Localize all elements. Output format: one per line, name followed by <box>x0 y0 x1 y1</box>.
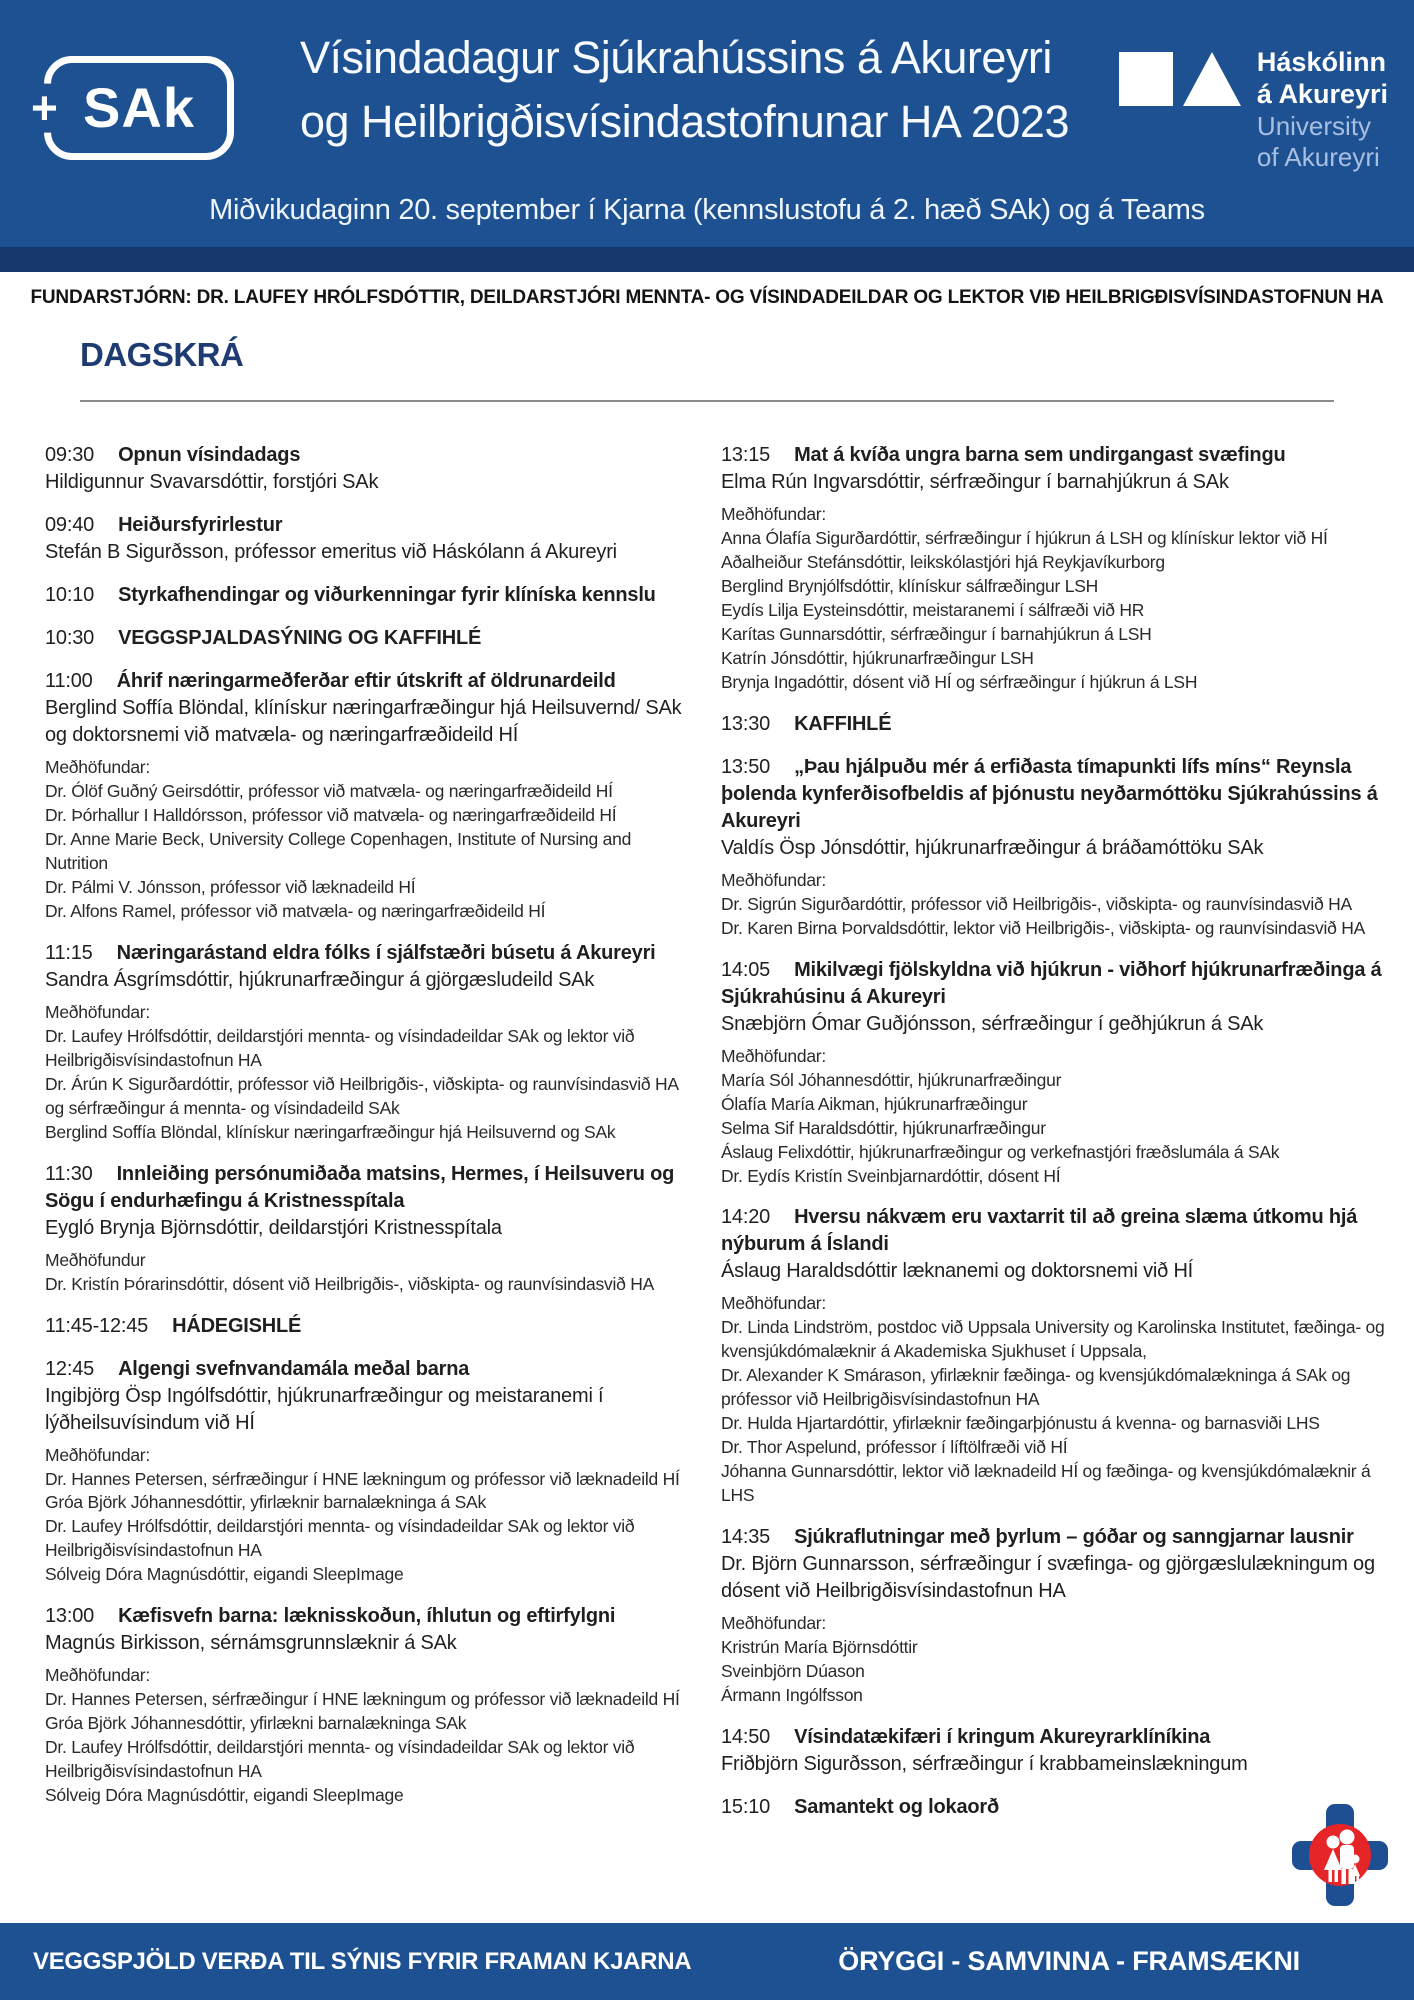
coauthor-line: Dr. Thor Aspelund, prófessor í líftölfræði við HÍ <box>721 1437 1068 1458</box>
section-title: DAGSKRÁ <box>80 336 244 373</box>
university-name-is-2: á Akureyri <box>1256 79 1388 110</box>
session <box>721 1794 1390 1821</box>
session-head <box>45 442 691 469</box>
session-head <box>45 582 691 609</box>
session-presenter: Magnús Birkisson, sérnámsgrunnslæknir á SAk <box>45 1632 457 1655</box>
footer-motto: ÖRYGGI - SAMVINNA - FRAMSÆKNI <box>838 1946 1300 1976</box>
coauthor-line: Dr. Sigrún Sigurðardóttir, prófessor við Heilbrigðis-, viðskipta- og raunvísindasvið HA <box>721 893 1352 914</box>
session-time: 11:30 <box>45 1162 93 1185</box>
session-time: 14:20 <box>721 1206 771 1229</box>
coauthor-line: Dr. Þórhallur I Halldórsson, prófessor við matvæla- og næringarfræðideild HÍ <box>45 804 617 825</box>
coauthors-label: Meðhöfundar: <box>721 869 826 890</box>
session <box>721 1724 1390 1778</box>
session-head <box>45 1603 691 1630</box>
coauthor-line: Dr. Anne Marie Beck, University College Copenhagen, Institute of Nursing and Nutrition <box>45 828 632 873</box>
session-time: 11:00 <box>45 670 93 692</box>
session-presenter: Snæbjörn Ómar Guðjónsson, sérfræðingur í geðhjúkrun á SAk <box>721 1012 1264 1035</box>
coauthor-line: Dr. Laufey Hrólfsdóttir, deildarstjóri mennta- og vísindadeildar SAk og lektor við Heilbrigðisvísindastofnun HA <box>45 1516 635 1561</box>
session-title: Innleiðing persónumiðaða matsins, Hermes, í Heilsuveru og Sögu í endurhæfingu á Kristnesspítala <box>45 1162 675 1212</box>
session <box>45 668 691 924</box>
coauthors-label: Meðhöfundar: <box>45 1665 150 1686</box>
coauthor-line: Jóhanna Gunnarsdóttir, lektor við læknadeild HÍ og fæðinga- og kvensjúkdómalæknir á LHS <box>721 1461 1371 1506</box>
session-title: VEGGSPJALDASÝNING OG KAFFIHLÉ <box>118 627 482 649</box>
session <box>45 442 691 496</box>
session-title: Næringarástand eldra fólks í sjálfstæðri búsetu á Akureyri <box>116 941 656 964</box>
session-title: Vísindatækifæri í kringum Akureyrarklíníkina <box>794 1726 1211 1749</box>
coauthor-line: María Sól Jóhannesdóttir, hjúkrunarfræðingur <box>721 1069 1062 1090</box>
university-name-is-1: Háskólinn <box>1256 47 1386 77</box>
coauthor-line: Dr. Alfons Ramel, prófessor við matvæla- og næringarfræðideild HÍ <box>45 900 546 921</box>
session <box>721 711 1390 738</box>
session-head <box>45 1313 691 1340</box>
coauthor-line: Selma Sif Haraldsdóttir, hjúkrunarfræðingur <box>721 1117 1046 1138</box>
coauthors-label: Meðhöfundur <box>45 1249 146 1270</box>
session-head <box>721 1524 1390 1551</box>
footer <box>0 1923 1414 2000</box>
event-date-location: Miðvikudaginn 20. september í Kjarna (kennslustofu á 2. hæð SAk) og á Teams <box>209 194 1205 226</box>
session-presenter: Elma Rún Ingvarsdóttir, sérfræðingur í barnahjúkrun á SAk <box>721 471 1229 493</box>
session-head <box>45 625 691 652</box>
session <box>721 1524 1390 1708</box>
session-title: Mikilvægi fjölskyldna við hjúkrun - viðhorf hjúkrunarfræðinga á Sjúkrahúsinu á Akureyri <box>721 958 1382 1008</box>
coauthor-line: Dr. Eydís Kristín Sveinbjarnardóttir, dósent HÍ <box>721 1165 1061 1186</box>
page-title-line2: og Heilbrigðisvísindastofnunar HA 2023 <box>300 96 1069 148</box>
session-time: 12:45 <box>45 1357 95 1380</box>
coauthors-label: Meðhöfundar: <box>45 1444 150 1465</box>
coauthor-line: Brynja Ingadóttir, dósent við HÍ og sérfræðingur í hjúkrun á LSH <box>721 671 1198 692</box>
coauthors-label: Meðhöfundar: <box>45 757 150 777</box>
coauthor-line: Áslaug Felixdóttir, hjúkrunarfræðingur og verkefnastjóri fræðslumála á SAk <box>721 1141 1280 1162</box>
session-head <box>45 668 691 695</box>
session <box>45 1313 691 1340</box>
coauthor-line: Dr. Hannes Petersen, sérfræðingur í HNE lækningum og prófessor við læknadeild HÍ <box>45 1468 680 1489</box>
session-head <box>45 1161 691 1215</box>
university-logo-text <box>1257 46 1388 173</box>
coauthors-label: Meðhöfundar: <box>45 1001 150 1022</box>
header-navy-strip <box>0 247 1414 272</box>
session-presenter: Hildigunnur Svavarsdóttir, forstjóri SAk <box>45 471 379 493</box>
session-title: Sjúkraflutningar með þyrlum – góðar og sanngjarnar lausnir <box>794 1526 1354 1549</box>
coauthors-label: Meðhöfundar: <box>721 1293 826 1314</box>
session-time: 11:45-12:45 <box>45 1314 149 1337</box>
session <box>721 957 1390 1189</box>
coauthor-line: Dr. Linda Lindström, postdoc við Uppsala University og Karolinska Institutet, fæðinga- og kvensjúkdómalæknir á Akademiska Sjukhuset í Uppsala, <box>721 1317 1385 1362</box>
session-presenter: Sandra Ásgrímsdóttir, hjúkrunarfræðingur á gjörgæsludeild SAk <box>45 968 595 991</box>
coauthor-line: Dr. Ólöf Guðný Geirsdóttir, prófessor við matvæla- og næringarfræðideild HÍ <box>45 780 613 801</box>
sak-logo-plus-icon: + <box>31 81 58 134</box>
session-time: 14:35 <box>721 1526 771 1549</box>
session-head <box>721 1724 1390 1751</box>
session-head <box>45 940 691 967</box>
session-presenter: Berglind Soffía Blöndal, klínískur næringarfræðingur hjá Heilsuvernd/ SAk og doktorsnemi við matvæla- og næringarfræðideild HÍ <box>45 697 682 746</box>
session-time: 11:15 <box>45 941 93 964</box>
coauthor-line: Eydís Lilja Eysteinsdóttir, meistaranemi í sálfræði við HR <box>721 599 1145 620</box>
coauthor-line: Anna Ólafía Sigurðardóttir, sérfræðingur í hjúkrun á LSH og klínískur lektor við HÍ <box>721 527 1328 548</box>
session-title: Kæfisvefn barna: læknisskoðun, íhlutun og eftirfylgni <box>118 1605 616 1628</box>
session-time: 10:10 <box>45 584 95 606</box>
university-name-en-2: of Akureyri <box>1256 141 1380 172</box>
university-logo-icon <box>1119 52 1241 106</box>
session-head <box>45 512 691 539</box>
schedule <box>0 402 1414 1837</box>
session-title: Mat á kvíða ungra barna sem undirgangast svæfingu <box>794 444 1286 466</box>
column-left <box>45 442 691 1837</box>
column-right <box>721 442 1390 1837</box>
coauthor-line: Dr. Árún K Sigurðardóttir, prófessor við Heilbrigðis-, viðskipta- og raunvísindasvið HA og sérfræðingur á mennta- og vísindadeild SAk <box>45 1073 678 1118</box>
session-time: 14:05 <box>721 958 771 981</box>
session-presenter: Ingibjörg Ösp Ingólfsdóttir, hjúkrunarfræðingur og meistaranemi í lýðheilsuvísindum við HÍ <box>45 1384 604 1434</box>
coauthor-line: Dr. Laufey Hrólfsdóttir, deildarstjóri mennta- og vísindadeildar SAk og lektor við Heilbrigðisvísindastofnun HA <box>45 1737 635 1782</box>
session <box>45 1161 691 1297</box>
session-title: „Þau hjálpuðu mér á erfiðasta tímapunkti lífs míns“ Reynsla þolenda kynferðisofbeldis af þjónustu neyðarmóttöku Sjúkrahússins á Akureyri <box>721 755 1378 832</box>
session-presenter: Valdís Ösp Jónsdóttir, hjúkrunarfræðingur á bráðamóttöku SAk <box>721 836 1264 859</box>
session-head <box>721 1794 1390 1821</box>
sak-logo <box>31 56 234 160</box>
session <box>721 1204 1390 1508</box>
logo-square-icon <box>1119 52 1173 106</box>
session-time: 13:00 <box>45 1605 95 1628</box>
coauthor-line: Sólveig Dóra Magnúsdóttir, eigandi SleepImage <box>45 1785 404 1806</box>
coauthor-line: Karítas Gunnarsdóttir, sérfræðingur í barnahjúkrun á LSH <box>721 623 1152 644</box>
session <box>45 512 691 566</box>
session-presenter: Eygló Brynja Björnsdóttir, deildarstjóri Kristnesspítala <box>45 1216 502 1239</box>
session-head <box>721 957 1390 1011</box>
coauthor-line: Gróa Björk Jóhannesdóttir, yfirlækni barnalækninga SAk <box>45 1713 467 1734</box>
session-time: 10:30 <box>45 627 95 649</box>
session-head <box>721 1204 1390 1258</box>
coauthor-line: Dr. Kristín Þórarinsdóttir, dósent við Heilbrigðis-, viðskipta- og raunvísindasvið HA <box>45 1273 655 1294</box>
session-presenter: Áslaug Haraldsdóttir læknanemi og doktorsnemi við HÍ <box>721 1260 1194 1283</box>
session-time: 09:40 <box>45 514 95 536</box>
university-logo <box>1119 46 1388 173</box>
coauthor-line: Sólveig Dóra Magnúsdóttir, eigandi SleepImage <box>45 1564 404 1585</box>
session-title: Opnun vísindadags <box>118 444 301 466</box>
coauthor-line: Dr. Hulda Hjartardóttir, yfirlæknir fæðingarþjónustu á kvenna- og barnasviði LHS <box>721 1413 1320 1434</box>
session-title: HÁDEGISHLÉ <box>172 1314 302 1337</box>
coauthor-line: Dr. Karen Birna Þorvaldsdóttir, lektor við Heilbrigðis-, viðskipta- og raunvísindasvið HA <box>721 917 1366 938</box>
session-title: Samantekt og lokaorð <box>794 1796 999 1819</box>
session-time: 13:30 <box>721 712 771 735</box>
coauthor-line: Gróa Björk Jóhannesdóttir, yfirlæknir barnalækninga á SAk <box>45 1492 486 1513</box>
sak-logo-text: SAk <box>83 76 195 139</box>
session-presenter: Friðbjörn Sigurðsson, sérfræðingur í krabbameinslækningum <box>721 1753 1248 1776</box>
header <box>0 0 1414 272</box>
session-time: 14:50 <box>721 1726 771 1749</box>
coauthor-line: Kristrún María Björnsdóttir <box>721 1637 918 1658</box>
coauthors-label: Meðhöfundar: <box>721 504 826 524</box>
session <box>45 940 691 1145</box>
page-title-line1: Vísindadagur Sjúkrahússins á Akureyri <box>300 32 1052 83</box>
footer-posters-note: VEGGSPJÖLD VERÐA TIL SÝNIS FYRIR FRAMAN KJARNA <box>32 1947 692 1975</box>
family-health-icon <box>1292 1803 1388 1907</box>
coauthor-line: Dr. Pálmi V. Jónsson, prófessor við læknadeild HÍ <box>45 876 416 897</box>
session-presenter: Dr. Björn Gunnarsson, sérfræðingur í svæfinga- og gjörgæslulækningum og dósent við Heilbrigðisvísindastofnun HA <box>721 1553 1375 1603</box>
session-title: Algengi svefnvandamála meðal barna <box>118 1357 470 1380</box>
session-time: 15:10 <box>721 1796 771 1819</box>
coauthors-label: Meðhöfundar: <box>721 1613 826 1634</box>
session-title: Heiðursfyrirlestur <box>118 514 283 536</box>
page-title <box>300 26 1069 155</box>
coauthor-line: Ármann Ingólfsson <box>721 1685 863 1706</box>
session <box>45 1356 691 1588</box>
session <box>45 625 691 652</box>
session-head <box>721 442 1390 469</box>
coauthors-label: Meðhöfundar: <box>721 1045 826 1066</box>
session-title: Hversu nákvæm eru vaxtarrit til að greina slæma útkomu hjá nýburum á Íslandi <box>721 1206 1358 1256</box>
coauthor-line: Aðalheiður Stefánsdóttir, leikskólastjóri hjá Reykjavíkurborg <box>721 551 1165 572</box>
coauthor-line: Sveinbjörn Dúason <box>721 1661 865 1682</box>
coauthor-line: Dr. Alexander K Smárason, yfirlæknir fæðinga- og kvensjúkdómalækninga á SAk og prófessor við Heilbrigðisvísindastofnun HA <box>721 1365 1351 1410</box>
chair-line: FUNDARSTJÓRN: DR. LAUFEY HRÓLFSDÓTTIR, DEILDARSTJÓRI MENNTA- OG VÍSINDADEILDAR OG LEKTOR VIÐ HEILBRIGÐISVÍSINDASTOFNUN HA <box>30 287 1384 308</box>
session-presenter: Stefán B Sigurðsson, prófessor emeritus við Háskólann á Akureyri <box>45 541 617 563</box>
session <box>45 582 691 609</box>
session-time: 13:15 <box>721 444 771 466</box>
logo-triangle-icon <box>1183 52 1241 106</box>
session-time: 13:50 <box>721 755 771 778</box>
coauthor-line: Dr. Hannes Petersen, sérfræðingur í HNE lækningum og prófessor við læknadeild HÍ <box>45 1689 680 1710</box>
coauthor-line: Katrín Jónsdóttir, hjúkrunarfræðingur LSH <box>721 647 1034 668</box>
session <box>721 754 1390 941</box>
session-time: 09:30 <box>45 444 95 466</box>
coauthor-line: Berglind Soffía Blöndal, klínískur næringarfræðingur hjá Heilsuvernd og SAk <box>45 1121 616 1142</box>
coauthor-line: Berglind Brynjólfsdóttir, klínískur sálfræðingur LSH <box>721 575 1099 596</box>
session-head <box>721 754 1390 835</box>
session <box>45 1603 691 1808</box>
session-head <box>45 1356 691 1383</box>
university-name-en-1: University <box>1256 110 1372 141</box>
coauthor-line: Ólafía María Aikman, hjúkrunarfræðingur <box>721 1093 1028 1114</box>
session-title: KAFFIHLÉ <box>794 712 892 735</box>
session-title: Áhrif næringarmeðferðar eftir útskrift af öldrunardeild <box>116 670 616 692</box>
session-head <box>721 711 1390 738</box>
coauthor-line: Dr. Laufey Hrólfsdóttir, deildarstjóri mennta- og vísindadeildar SAk og lektor við Heilbrigðisvísindastofnun HA <box>45 1025 635 1070</box>
session-title: Styrkafhendingar og viðurkenningar fyrir klíníska kennslu <box>118 584 656 606</box>
session <box>721 442 1390 695</box>
